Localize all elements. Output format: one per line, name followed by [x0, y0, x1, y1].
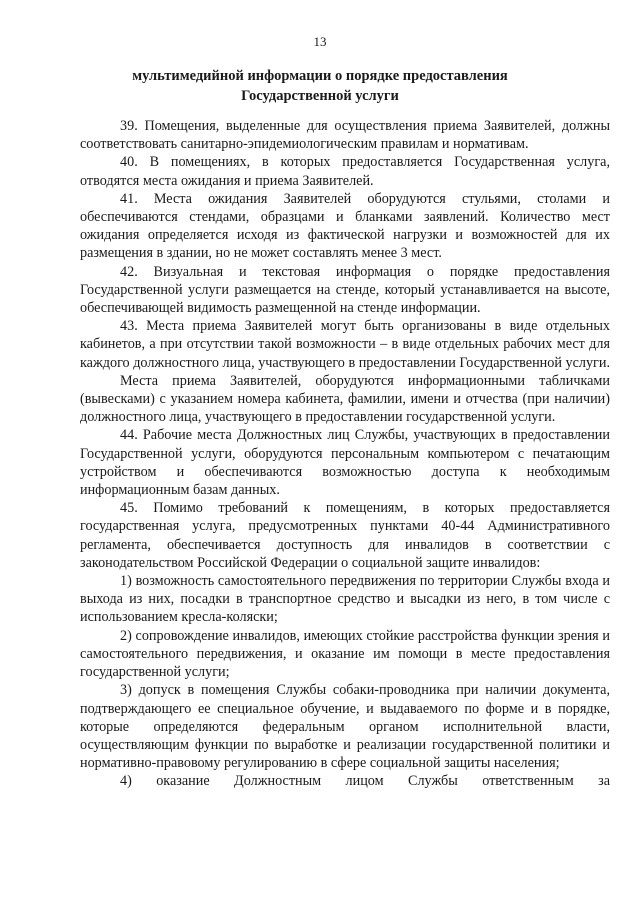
paragraph-40: 40. В помещениях, в которых предоставляется Государственная услуга, отводятся места ожидания и приема Заявителей.: [80, 154, 610, 189]
section-heading: мультимедийной информации о порядке предоставления Государственной услуги: [132, 68, 508, 104]
list-item-3: 3) допуск в помещения Службы собаки-проводника при наличии документа, подтверждающего ее специальное обучение, и выдаваемого по форме и в порядке, которые определяются федеральным органом исполнительной власти, осуществляющим функции по выработке и реализации государственной политики и нормативно-правовому регулированию в сфере социальной защиты населения;: [80, 682, 610, 772]
paragraph-42: 42. Визуальная и текстовая информация о порядке предоставления Государственной услуги размещается на стенде, который устанавливается на высоте, обеспечивающей видимость размещенной на стенде информации.: [80, 263, 610, 317]
page-number: 13: [313, 34, 327, 49]
paragraph-39: 39. Помещения, выделенные для осуществления приема Заявителей, должны соответствовать санитарно-эпидемиологическим правилам и нормативам.: [80, 118, 610, 153]
list-item-2: 2) сопровождение инвалидов, имеющих стойкие расстройства функции зрения и самостоятельного передвижения, и оказание им помощи в месте предоставления государственной услуги;: [80, 627, 610, 681]
paragraph-45: 45. Помимо требований к помещениям, в которых предоставляется государственная услуга, предусмотренных пунктами 40-44 Административного регламента, обеспечивается доступность для инвалидов в соответствии с законодательством Российской Федерации о социальной защите инвалидов:: [80, 500, 610, 571]
paragraph-41: 41. Места ожидания Заявителей оборудуются стульями, столами и обеспечиваются стендами, образцами и бланками заявлений. Количество мест ожидания определяется исходя из фактической нагрузки и возможностей для их размещения в здании, но не может составлять менее 3 мест.: [80, 190, 610, 262]
paragraph-43: 43. Места приема Заявителей могут быть организованы в виде отдельных кабинетов, а при отсутствии такой возможности – в виде отдельных рабочих мест для каждого должностного лица, участвующего в предоставлении Государственной услуги.: [80, 318, 611, 371]
list-item-4: 4) оказание Должностным лицом Службы ответственным за: [120, 773, 610, 790]
document-body: [80, 117, 610, 791]
paragraph-44: 44. Рабочие места Должностных лиц Службы, участвующих в предоставлении Государственной услуги, оборудуются персональным компьютером с печатающим устройством и обеспечиваются возможностью доступа к необходимым информационным базам данных.: [80, 427, 610, 499]
paragraph-43-continued: Места приема Заявителей, оборудуются информационными табличками (вывесками) с указанием номера кабинета, фамилии, имени и отчества (при наличии) должностного лица, участвующего в предоставлении государственной услуги.: [80, 372, 610, 426]
list-item-1: 1) возможность самостоятельного передвижения по территории Службы входа и выхода из них, посадки в транспортное средство и высадки из него, в том числе с использованием кресла-коляски;: [80, 573, 610, 626]
